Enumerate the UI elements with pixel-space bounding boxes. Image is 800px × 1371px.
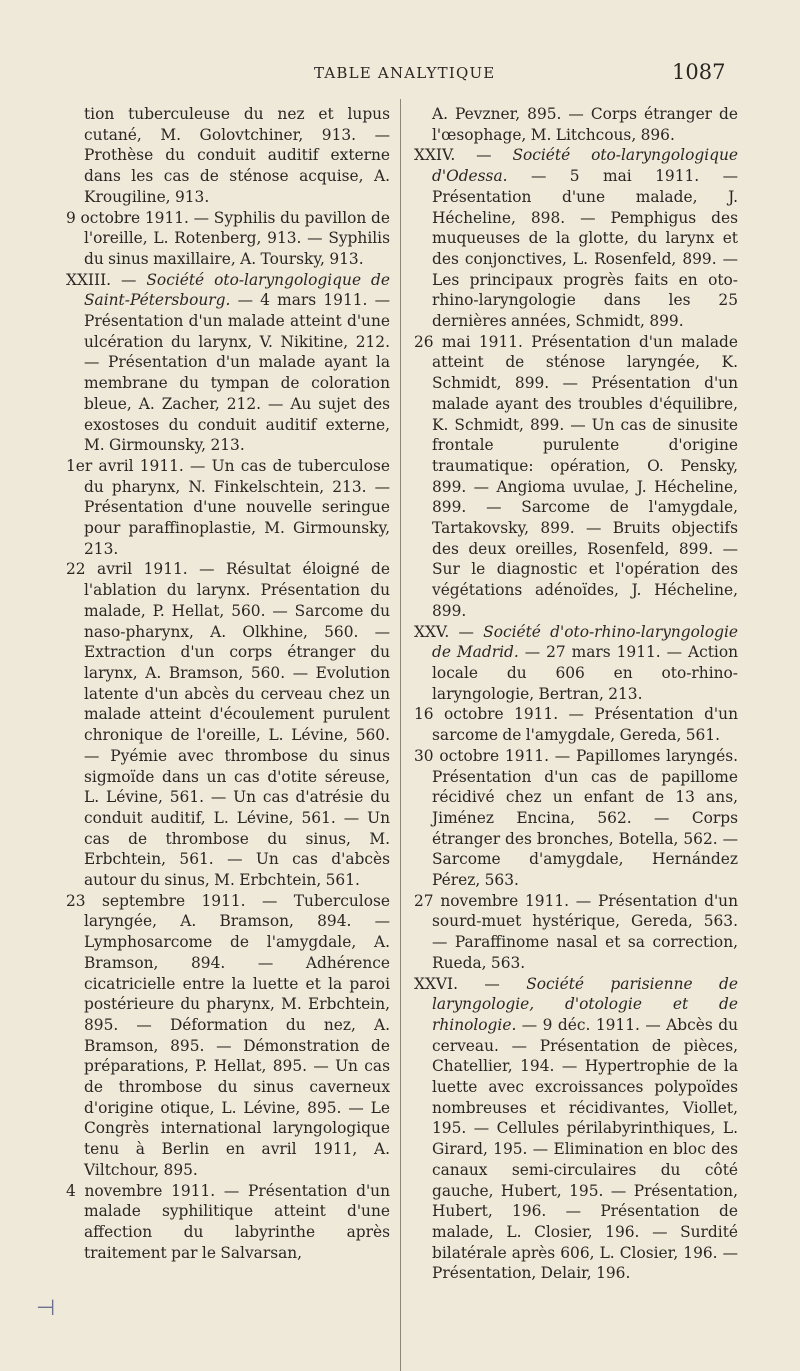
left-column [66,104,390,1263]
entry-text: — 5 mai 1911. — Présentation d'une malade, J. Hécheline, 898. — Pemphigus des muqueuses de la glotte, du larynx et des conjonctives, L. Rosenfeld, 899. — Les principaux progrès faits en oto-rhino-laryngologie dans les 25 dernières années, Schmidt, 899. [432,167,738,331]
entry-text: — 27 mars 1911. — Action locale du 606 en oto-rhino-laryngologie, Bertran, 213. [432,643,739,703]
entry-text: 26 mai 1911. Présentation d'un malade atteint de sténose laryngée, K. Schmidt, 899. — Présentation d'un malade ayant des troubles d'équilibre, K. Schmidt, 899. — Un cas de sinusite frontale purulente d'origine traumatique: opération, O. Pensky, 899. — Angioma uvulae, J. Hécheline, 899. — Sarcome de l'amygdale, Tartakovsky, 899. — Bruits objectifs des deux oreilles, Rosenfeld, 899. — Sur le diagnostic et l'opération des végétations adénoïdes, J. Hécheline, 899. [414,332,738,620]
entry-text: 27 novembre 1911. — Présentation d'un sourd-muet hystérique, Gereda, 563. — Paraffinome nasal et sa correction, Rueda, 563. [414,891,738,972]
index-entry [414,704,738,745]
index-entry [66,1181,390,1264]
entry-text: — 9 déc. 1911. — Abcès du cerveau. — Présentation de pièces, Chatellier, 194. — Hypertrophie de la luette avec excroissances polypoïdes nombreuses et récidivantes, Viollet, 195. — Cellules périlabyrinthiques, L. Girard, 195. — Elimination en bloc des canaux semi-circulaires du côté gauche, Hubert, 195. — Présentation, Hubert, 196. — Présentation de malade, L. Closier, 196. — Surdité bilatérale après 606, L. Closier, 196. — Présentation, Delair, 196. [432,1015,738,1283]
index-entry [66,270,390,456]
right-column [414,104,738,1284]
index-entry [414,145,738,331]
page-number: 1087 [672,60,726,84]
entry-text: 9 octobre 1911. — Syphilis du pavillon de l'oreille, L. Rotenberg, 913. — Syphilis du sinus maxillaire, A. Toursky, 913. [66,208,390,268]
index-entry [66,456,390,560]
index-entry [414,891,738,974]
entry-text: 30 octobre 1911. — Papillomes laryngés. Présentation d'un cas de papillome récidivé chez un enfant de 13 ans, Jiménez Encina, 562. — Corps étranger des bronches, Botella, 562. — Sarcome d'amygdale, Hernández Pérez, 563. [414,746,738,890]
entry-text: A. Pevzner, 895. — Corps étranger de l'œsophage, M. Litchcous, 896. [432,105,738,144]
index-entry [414,622,738,705]
entry-text: 23 septembre 1911. — Tuberculose laryngée, A. Bramson, 894. — Lymphosarcome de l'amygdale, A. Bramson, 894. — Adhérence cicatricielle entre la luette et la paroi postérieure du pharynx, M. Erbchtein, 895. — Déformation du nez, A. Bramson, 895. — Démonstration de préparations, P. Hellat, 895. — Un cas de thrombose du sinus caverneux d'origine otique, L. Lévine, 895. — Le Congrès international laryngologique tenu à Berlin en avril 1911, A. Viltchour, 895. [66,891,390,1179]
index-entry [414,104,738,145]
society-name: Société parisienne de laryngologie, d'otologie et de rhinologie. [432,974,738,1034]
index-entry [66,208,390,270]
entry-text: — 4 mars 1911. — Présentation d'un malade atteint d'une ulcération du larynx, V. Nikitine, 212. — Présentation d'un malade ayant la membrane du tympan de coloration bleue, A. Zacher, 212. — Au sujet des exostoses du conduit auditif externe, M. Girmounsky, 213. [84,291,390,455]
society-name: Société oto-laryngologique d'Odessa. [432,146,739,186]
society-name: Société d'oto-rhino-laryngologie de Madrid. [432,622,738,662]
society-name: Société oto-laryngologique de Saint-Pétersbourg. [84,270,390,310]
column-divider [400,99,401,1371]
entry-text: 1er avril 1911. — Un cas de tuberculose du pharynx, N. Finkelschtein, 213. — Présentation d'une nouvelle seringue pour paraffinoplastie, M. Girmounsky, 213. [66,456,390,558]
entry-text: tion tuberculeuse du nez et lupus cutané, M. Golovtchiner, 913. — Prothèse du conduit auditif externe dans les cas de sténose acquise, A. Krougiline, 913. [84,105,390,206]
margin-pencil-mark-icon: ⊣ [36,1296,56,1321]
running-title: TABLE ANALYTIQUE [314,64,496,82]
index-entry [414,332,738,622]
index-entry [66,104,390,208]
section-number: XXIII. — [66,270,147,289]
section-number: XXIV. — [414,146,513,165]
entry-text: 4 novembre 1911. — Présentation d'un malade syphilitique atteint d'une affection du labyrinthe après traitement par le Salvarsan, [66,1181,390,1262]
entry-text: 22 avril 1911. — Résultat éloigné de l'ablation du larynx. Présentation du malade, P. Hellat, 560. — Sarcome du naso-pharynx, A. Olkhine, 560. — Extraction d'un corps étranger du larynx, A. Bramson, 560. — Evolution latente d'un abcès du cerveau chez un malade atteint d'écoulement purulent chronique de l'oreille, L. Lévine, 560. — Pyémie avec thrombose du sinus sigmoïde dans un cas d'otite séreuse, L. Lévine, 561. — Un cas d'atrésie du conduit auditif, L. Lévine, 561. — Un cas de thrombose du sinus, M. Erbchtein, 561. — Un cas d'abcès autour du sinus, M. Erbchtein, 561. [66,560,390,890]
index-entry [414,746,738,891]
entry-text: 16 octobre 1911. — Présentation d'un sarcome de l'amygdale, Gereda, 561. [414,705,738,745]
section-number: XXV. — [414,622,484,641]
index-entry [66,559,390,890]
index-entry [66,891,390,1181]
index-entry [414,974,738,1285]
section-number: XXVI. — [414,974,527,993]
